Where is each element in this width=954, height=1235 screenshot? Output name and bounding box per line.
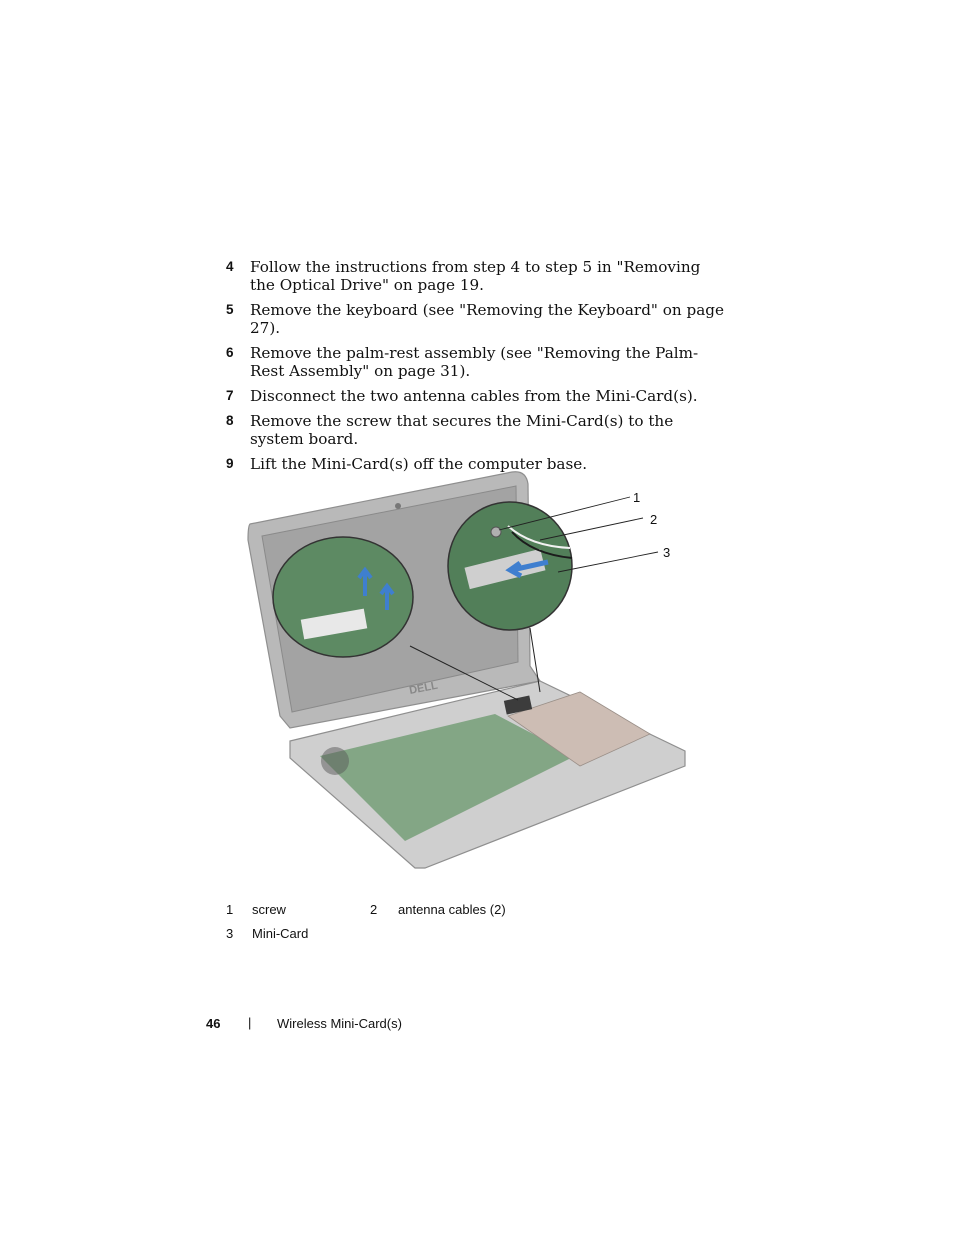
step-text: Remove the screw that secures the Mini-Card(s) to the system board. (250, 412, 674, 448)
callout-1: 1 (633, 490, 641, 505)
step-text: Disconnect the two antenna cables from the Mini-Card(s). (250, 387, 698, 405)
screw-icon (491, 527, 501, 537)
page-number: 46 (206, 1016, 221, 1031)
step-number: 8 (226, 413, 234, 428)
step-number: 6 (226, 345, 234, 360)
step-item (226, 301, 726, 337)
step-item (226, 412, 726, 448)
step-number: 7 (226, 388, 234, 403)
detail-circle-left (273, 537, 413, 657)
step-item (226, 258, 726, 294)
procedure-steps (226, 258, 726, 480)
legend-label: antenna cables (2) (398, 902, 506, 917)
step-text: Remove the palm-rest assembly (see "Removing the Palm-Rest Assembly" on page 31). (250, 344, 699, 380)
step-number: 4 (226, 259, 234, 274)
laptop-illustration-svg (240, 466, 690, 876)
fan-icon (321, 747, 349, 775)
webcam-icon (395, 503, 401, 509)
step-number: 5 (226, 302, 234, 317)
legend-label: screw (252, 902, 286, 917)
callout-2: 2 (650, 512, 658, 527)
legend-number: 3 (226, 926, 234, 941)
legend-label: Mini-Card (252, 926, 309, 941)
step-text: Follow the instructions from step 4 to step 5 in "Removing the Optical Drive" on page 19. (250, 258, 701, 294)
footer-separator: | (248, 1015, 252, 1030)
legend-number: 1 (226, 902, 234, 917)
step-text: Remove the keyboard (see "Removing the Keyboard" on page 27). (250, 301, 724, 337)
brand-logo: DELL (408, 679, 439, 697)
step-text: Lift the Mini-Card(s) off the computer base. (250, 455, 588, 473)
callout-3: 3 (663, 545, 671, 560)
legend-number: 2 (370, 902, 378, 917)
step-item (226, 344, 726, 380)
step-number: 9 (226, 456, 234, 471)
section-title: Wireless Mini-Card(s) (277, 1016, 402, 1031)
callout-line-3 (558, 552, 658, 572)
laptop-minicard-illustration (240, 466, 690, 876)
step-item (226, 387, 726, 405)
